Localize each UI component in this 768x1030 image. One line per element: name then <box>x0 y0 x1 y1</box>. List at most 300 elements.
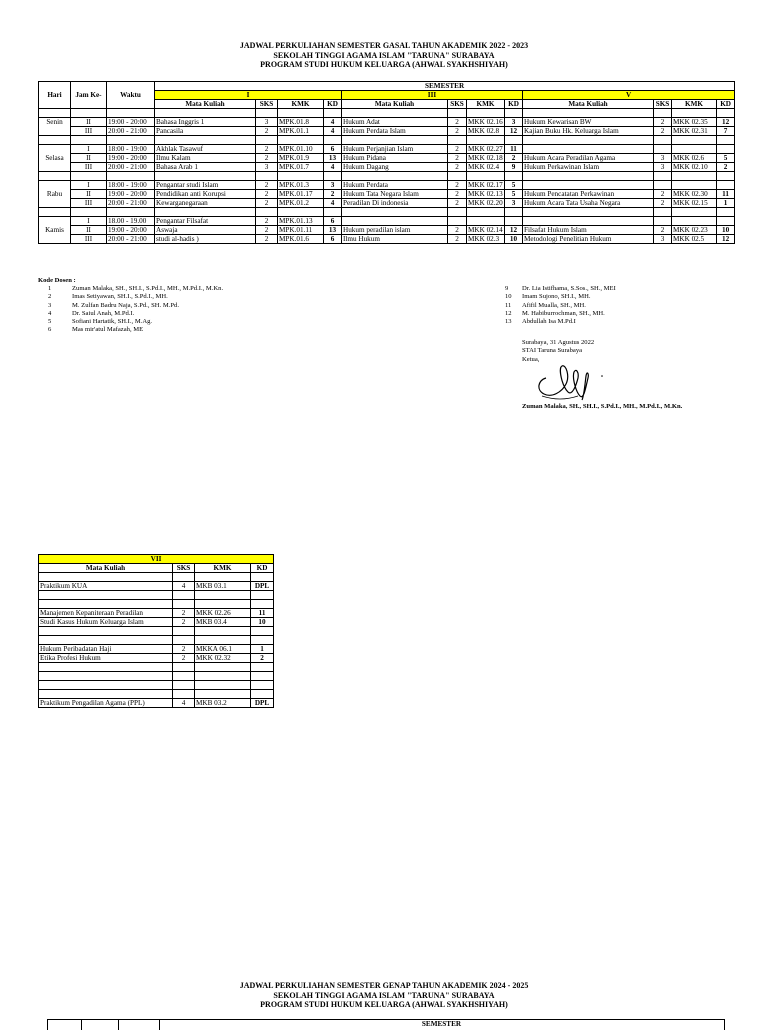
table-row <box>39 181 735 190</box>
sem7-cell-sks <box>173 672 195 681</box>
cell-sks: 2 <box>654 226 672 235</box>
cell-jam: III <box>71 163 107 172</box>
cell-sks: 2 <box>256 190 278 199</box>
table-row <box>39 127 735 136</box>
sem7-cell-kd: 1 <box>251 645 274 654</box>
sem7-cell-sks <box>173 573 195 582</box>
cell-kmk: MKK 02.15 <box>672 199 717 208</box>
cell-kmk: MPK.01.7 <box>278 163 324 172</box>
sem7-cell-kmk: MKB 03.4 <box>195 618 251 627</box>
cell-kmk <box>278 172 324 181</box>
cell-sks: 2 <box>256 181 278 190</box>
sem7-row <box>39 663 274 672</box>
cell-kd: 6 <box>324 217 342 226</box>
signature-name: Zuman Malaka, SH., SH.I., S.Pd.I., MH., M.Pd.I., M.Kn. <box>522 403 683 410</box>
cell-hari: Kamis <box>39 226 71 235</box>
sem7-cell-sks <box>173 591 195 600</box>
cell-mata-kuliah: Hukum Kewarisan BW <box>523 118 654 127</box>
cell-sks: 3 <box>256 118 278 127</box>
cell-sks <box>654 217 672 226</box>
sem7-row <box>39 582 274 591</box>
cell-kd <box>505 136 523 145</box>
sem7-header-sks: SKS <box>173 564 195 573</box>
cell-kmk <box>672 172 717 181</box>
cell-kd: 4 <box>324 199 342 208</box>
kode-dosen-number: 13 <box>505 318 512 326</box>
cell-kd <box>505 217 523 226</box>
cell-sks: 3 <box>654 235 672 244</box>
cell-kmk: MKK 02.3 <box>467 235 505 244</box>
sem7-cell-mata-kuliah <box>39 690 173 699</box>
cell-kmk: MKK 02.13 <box>468 190 503 198</box>
kode-dosen-number: 1 <box>48 285 52 292</box>
kode-dosen-name: Imas Setiyawan, SH.I., S.Pd.I., MH. <box>72 293 168 301</box>
cell-kmk: MKK 02.18 <box>468 154 503 162</box>
cell-mata-kuliah: Aswaja <box>155 226 256 235</box>
cell-kd: 5 <box>717 154 735 163</box>
cell-mata-kuliah <box>342 109 448 118</box>
sem7-cell-kd <box>251 681 274 690</box>
cell-kd: 5 <box>505 181 523 190</box>
cell-sks <box>448 217 467 226</box>
cell-waktu: 18.00 - 19.00 <box>107 217 155 226</box>
cell-jam: II <box>71 154 107 163</box>
table-row <box>39 172 735 181</box>
sem7-cell-kmk <box>195 573 251 582</box>
title2-line-2: SEKOLAH TINGGI AGAMA ISLAM "TARUNA" SURABAYA <box>273 990 495 1000</box>
sem7-cell-kd: DPL <box>251 699 274 708</box>
header-semester: SEMESTER <box>155 82 735 91</box>
cell-mata-kuliah: Hukum Dagang <box>342 163 448 172</box>
header-waktu: Waktu <box>107 82 155 109</box>
cell-sks: 2 <box>448 190 467 199</box>
sem7-cell-kd <box>251 672 274 681</box>
cell-mata-kuliah: Kajian Buku Hk. Keluarga Islam <box>523 127 654 136</box>
cell-sks <box>448 109 467 118</box>
cell-mata-kuliah: Hukum Perkawinan Islam <box>523 163 654 172</box>
sem7-cell-mata-kuliah: Manajemen Kepaniteraan Peradilan <box>39 609 173 618</box>
cell-hari <box>39 181 71 190</box>
sem7-row <box>39 699 274 708</box>
sem7-cell-kd: 10 <box>251 618 274 627</box>
cell-waktu: 19:00 - 20:00 <box>107 118 155 127</box>
cell-kmk <box>672 136 717 145</box>
kode-dosen-number: 3 <box>48 301 52 309</box>
cell-sks: 3 <box>256 163 278 172</box>
cell-mata-kuliah: Kewarganegaraan <box>155 199 256 208</box>
cell-waktu: 20:00 - 21:00 <box>107 163 155 172</box>
cell-mata-kuliah: Hukum Perdata <box>342 181 448 190</box>
cell-mata-kuliah <box>523 181 654 190</box>
sem7-title: VII <box>39 555 274 564</box>
cell-kd: 13 <box>324 154 342 163</box>
cell-mata-kuliah: Hukum Tata Negara Islam <box>342 190 448 199</box>
cell-mata-kuliah: Peradilan Di indonesia <box>342 199 448 208</box>
cell-sks <box>256 172 278 181</box>
cell-kd: 2 <box>505 154 523 163</box>
cell-kd: 12 <box>505 127 523 136</box>
cell-jam <box>71 172 107 181</box>
cell-kd: 2 <box>717 163 735 172</box>
sem7-header-kmk: KMK <box>195 564 251 573</box>
sem7-cell-kd <box>251 690 274 699</box>
sem7-cell-kd: 11 <box>251 609 274 618</box>
sem7-cell-sks: 4 <box>173 582 195 591</box>
cell-kmk: MKK 02.16 <box>468 118 503 126</box>
cell-sks <box>654 145 672 154</box>
cell-sks <box>654 109 672 118</box>
header-kd: KD <box>324 100 342 109</box>
sem7-cell-kmk <box>195 636 251 645</box>
table-row <box>39 136 735 145</box>
cell-kd: 10 <box>505 235 523 244</box>
title-line-1: JADWAL PERKULIAHAN SEMESTER GASAL TAHUN AKADEMIK 2022 - 2023 <box>239 41 529 50</box>
cell-kd <box>717 172 735 181</box>
cell-kmk: MKK 02.20 <box>468 199 503 207</box>
kode-dosen-number: 9 <box>505 285 509 292</box>
sem7-row <box>39 654 274 663</box>
cell-sks: 2 <box>654 118 672 127</box>
kode-dosen-item <box>48 326 332 334</box>
cell-mata-kuliah <box>523 217 654 226</box>
cell-jam: III <box>71 199 107 208</box>
table-row <box>39 109 735 118</box>
cell-waktu: 20:00 - 21:00 <box>107 235 155 244</box>
kode-dosen-number: 4 <box>48 309 52 317</box>
header-sem-5: V <box>523 91 735 100</box>
cell-kmk <box>672 145 717 154</box>
cell-kmk: MPK.01.10 <box>278 145 324 154</box>
cell-kmk: MKK 02.30 <box>672 190 717 199</box>
cell-kd: 3 <box>505 199 523 208</box>
kode-dosen-number: 2 <box>48 293 52 301</box>
cell-sks <box>448 208 467 217</box>
cell-kmk <box>672 217 717 226</box>
cell-waktu <box>107 208 155 217</box>
cell-waktu: 19:00 - 20:00 <box>107 190 155 199</box>
handwritten-signature <box>532 356 612 402</box>
cell-mata-kuliah: Bahasa Inggris 1 <box>155 118 256 127</box>
sem7-cell-kmk: MKK 02.26 <box>195 609 251 618</box>
kode-dosen-name: Mas mir'atul Mafazah, ME <box>72 326 144 334</box>
sem7-row <box>39 627 274 636</box>
header-kmk: KMK <box>278 100 324 109</box>
cell-hari <box>39 199 71 208</box>
sem7-row <box>39 618 274 627</box>
sem7-cell-kd: DPL <box>251 582 274 591</box>
sem7-cell-kmk: MKK 02.32 <box>195 654 251 663</box>
sem7-cell-kmk <box>195 591 251 600</box>
kode-dosen-name: Imam Sujono, SH.I., MH. <box>522 293 591 301</box>
table-row <box>39 226 735 235</box>
header-jam: Jam Ke- <box>71 82 107 109</box>
cell-kmk: MPK.01.13 <box>278 217 324 226</box>
sem7-cell-sks <box>173 627 195 636</box>
table-row <box>39 145 735 154</box>
cell-kmk <box>467 208 505 217</box>
cell-sks <box>256 136 278 145</box>
table-row <box>39 163 735 172</box>
title-line-3: PROGRAM STUDI HUKUM KELUARGA (AHWAL SYAKHSHIYAH) <box>260 60 508 69</box>
cell-kd: 4 <box>324 163 342 172</box>
cell-waktu: 20:00 - 21:00 <box>107 199 155 208</box>
sem7-cell-sks: 2 <box>173 645 195 654</box>
cell-sks: 2 <box>448 181 467 190</box>
cell-jam: III <box>71 127 107 136</box>
cell-mata-kuliah: Hukum peradilan islam <box>342 226 448 235</box>
cell-kmk: MPK.01.1 <box>278 127 324 136</box>
document-title-2 <box>0 981 768 1010</box>
sem7-cell-sks <box>173 636 195 645</box>
cell-hari <box>39 235 71 244</box>
table-row <box>39 235 735 244</box>
kode-dosen-item <box>505 302 722 310</box>
cell-jam: II <box>71 118 107 127</box>
sem7-cell-mata-kuliah: Praktikum Pengadilan Agama (PPL) <box>39 699 173 708</box>
cell-hari: Selasa <box>39 154 71 163</box>
cell-sks: 2 <box>448 154 467 163</box>
kode-dosen-name: Zuman Malaka, SH., SH.I., S.Pd.I., MH., M.Pd.I., M.Kn. <box>72 285 224 292</box>
cell-mata-kuliah <box>342 172 448 181</box>
cell-kmk: MKK 02.8 <box>467 127 505 136</box>
cell-sks <box>256 109 278 118</box>
sem7-row <box>39 672 274 681</box>
cell-sks <box>256 208 278 217</box>
cell-kmk <box>467 172 505 181</box>
cell-mata-kuliah: Pengantar studi Islam <box>155 181 256 190</box>
signature-role: Ketua, <box>522 355 540 363</box>
cell-sks <box>448 136 467 145</box>
cell-mata-kuliah <box>342 136 448 145</box>
cell-sks: 2 <box>448 199 467 208</box>
sem7-row <box>39 636 274 645</box>
cell-mata-kuliah: Pancasila <box>155 127 256 136</box>
cell-sks: 2 <box>448 235 467 244</box>
cell-waktu: 19:00 - 20:00 <box>107 154 155 163</box>
cell-kmk <box>278 109 324 118</box>
cell-hari <box>39 217 71 226</box>
cell-sks: 2 <box>256 235 278 244</box>
cell-sks: 2 <box>448 145 467 154</box>
table-row <box>39 217 735 226</box>
cell-mata-kuliah: Hukum Acara Peradilan Agama <box>523 154 654 163</box>
sem7-cell-mata-kuliah <box>39 591 173 600</box>
cell-sks: 3 <box>654 163 672 172</box>
sem7-cell-kd: 2 <box>251 654 274 663</box>
cell-sks <box>654 136 672 145</box>
cell-kd: 12 <box>505 226 523 235</box>
kode-dosen-number: 5 <box>48 318 52 326</box>
sem7-header-kd: KD <box>251 564 274 573</box>
cell-sks: 2 <box>448 118 467 127</box>
cell-kd <box>717 217 735 226</box>
cell-kmk <box>672 181 717 190</box>
header-sks: SKS <box>448 100 467 109</box>
cell-kd <box>717 208 735 217</box>
sem7-row <box>39 690 274 699</box>
header-mk: Mata Kuliah <box>523 100 654 109</box>
cell-jam: I <box>71 145 107 154</box>
cell-waktu <box>107 172 155 181</box>
sem7-cell-kd <box>251 663 274 672</box>
sem7-row <box>39 681 274 690</box>
cell-sks: 2 <box>448 127 467 136</box>
cell-kd <box>324 136 342 145</box>
sem7-cell-mata-kuliah <box>39 573 173 582</box>
cell-kd <box>717 109 735 118</box>
header-mk: Mata Kuliah <box>342 100 448 109</box>
cell-waktu <box>107 109 155 118</box>
cell-mata-kuliah: Ilmu Hukum <box>342 235 448 244</box>
cell-sks <box>654 172 672 181</box>
cell-kmk <box>467 136 505 145</box>
cell-kd <box>717 181 735 190</box>
cell-kmk: MPK.01.2 <box>278 199 324 208</box>
cell-kmk: MPK.01.11 <box>278 226 324 235</box>
sem7-cell-mata-kuliah <box>39 681 173 690</box>
sem7-cell-kd <box>251 636 274 645</box>
cell-kd: 4 <box>324 118 342 127</box>
document-title <box>0 41 768 70</box>
header-kd: KD <box>717 100 735 109</box>
cell-mata-kuliah: Pendidikan anti Korupsi <box>155 190 256 199</box>
cell-kmk: MKK 02.4 <box>467 163 505 172</box>
cell-kd: 3 <box>505 118 523 127</box>
kode-dosen-title: Kode Dosen : <box>38 277 76 284</box>
cell-sks: 2 <box>654 199 672 208</box>
cell-kd: 1 <box>717 199 735 208</box>
sem7-cell-mata-kuliah <box>39 627 173 636</box>
cell-kmk: MPK.01.8 <box>278 118 324 127</box>
kode-dosen-item <box>505 310 722 318</box>
cell-mata-kuliah: studi al-hadis ) <box>155 235 256 244</box>
cell-kmk: MPK.01.3 <box>278 181 324 190</box>
sem7-cell-sks: 2 <box>173 654 195 663</box>
sem7-row <box>39 591 274 600</box>
cell-mata-kuliah <box>523 136 654 145</box>
cell-sks: 2 <box>256 199 278 208</box>
cell-mata-kuliah: Hukum Perjanjian Islam <box>342 145 448 154</box>
sem7-cell-kmk <box>195 600 251 609</box>
header-sks: SKS <box>654 100 672 109</box>
signature-place-date: Surabaya, 31 Agustus 2022 <box>522 339 595 346</box>
cell-mata-kuliah: Filsafat Hukum Islam <box>523 226 654 235</box>
cell-kmk: MKK 02.17 <box>468 181 503 189</box>
sem7-header-mk: Mata Kuliah <box>39 564 173 573</box>
header-sem-1: I <box>155 91 342 100</box>
cell-mata-kuliah: Hukum Perdata Islam <box>342 127 448 136</box>
cell-kd: 13 <box>324 226 342 235</box>
cell-kmk: MKK 02.14 <box>468 226 503 234</box>
header-sem-3: III <box>342 91 523 100</box>
cell-jam: I <box>71 181 107 190</box>
kode-dosen-number: 6 <box>48 326 52 334</box>
cell-sks: 2 <box>448 163 467 172</box>
kode-dosen-item <box>48 310 332 318</box>
sem7-cell-kmk <box>195 663 251 672</box>
cell-sks: 2 <box>256 145 278 154</box>
cell-kmk: MKK 02.31 <box>672 127 717 136</box>
title2-line-1: JADWAL PERKULIAHAN SEMESTER GENAP TAHUN AKADEMIK 2024 - 2025 <box>239 981 529 990</box>
cell-kd: 9 <box>505 163 523 172</box>
kode-dosen-name: Dr. Saiul Anah, M.Pd.I. <box>72 309 135 317</box>
cell-kd: 11 <box>505 145 523 154</box>
cell-sks: 2 <box>654 190 672 199</box>
cell-sks: 2 <box>654 127 672 136</box>
title2-line-3: PROGRAM STUDI HUKUM KELUARGA (AHWAL SYAKHSHIYAH) <box>260 1000 508 1009</box>
kode-dosen-item <box>48 318 332 326</box>
cell-kmk: MKK 02.27 <box>468 145 503 153</box>
signature-institution: STAI Taruna Surabaya <box>522 347 583 355</box>
cell-hari <box>39 172 71 181</box>
cell-hari <box>39 136 71 145</box>
cell-mata-kuliah <box>523 172 654 181</box>
cell-sks <box>448 172 467 181</box>
cell-kd: 12 <box>717 235 735 244</box>
cell-kd <box>324 109 342 118</box>
sem7-cell-mata-kuliah: Etika Profesi Hukum <box>39 654 173 663</box>
cell-hari <box>39 127 71 136</box>
cell-kmk: MPK.01.17 <box>278 190 324 199</box>
kode-dosen-number: 10 <box>505 293 512 301</box>
cell-kmk: MKK 02.10 <box>672 163 717 172</box>
cell-kd <box>505 109 523 118</box>
sem7-cell-mata-kuliah: Praktikum KUA <box>39 582 173 591</box>
cell-mata-kuliah: Metodologi Penelitian Hukum <box>523 235 654 244</box>
cell-hari <box>39 145 71 154</box>
cell-mata-kuliah <box>523 145 654 154</box>
cell-mata-kuliah <box>155 136 256 145</box>
cell-sks <box>654 208 672 217</box>
sem7-cell-sks <box>173 663 195 672</box>
header-kmk: KMK <box>672 100 717 109</box>
cell-jam: III <box>71 235 107 244</box>
sem7-cell-kd <box>251 600 274 609</box>
kode-dosen-name: Abdullah Isa M.Pd.I <box>522 318 576 326</box>
sem7-row <box>39 600 274 609</box>
cell-kmk <box>672 109 717 118</box>
cell-waktu <box>107 136 155 145</box>
schedule-table <box>38 81 735 244</box>
cell-mata-kuliah <box>155 208 256 217</box>
cell-jam <box>71 109 107 118</box>
kode-dosen-name: M. Habiburrochman, SH., MH. <box>522 309 605 317</box>
header2-semester: SEMESTER <box>421 1020 462 1028</box>
sem7-cell-kd <box>251 627 274 636</box>
cell-kmk: MKK 02.5 <box>672 235 717 244</box>
sem7-cell-sks <box>173 681 195 690</box>
cell-kmk <box>467 217 505 226</box>
header-sks: SKS <box>256 100 278 109</box>
cell-kmk <box>672 208 717 217</box>
sem7-cell-kmk <box>195 672 251 681</box>
kode-dosen-number: 12 <box>505 309 512 317</box>
cell-kd <box>324 172 342 181</box>
cell-jam <box>71 136 107 145</box>
cell-kd: 3 <box>324 181 342 190</box>
kode-dosen-item <box>48 293 332 301</box>
kode-dosen-name: Sofiani Hartatik, SH.I., M.Ag. <box>72 318 153 326</box>
header-mk: Mata Kuliah <box>155 100 256 109</box>
sem7-cell-sks <box>173 600 195 609</box>
table-row <box>39 199 735 208</box>
kode-dosen-item <box>48 285 332 293</box>
cell-jam <box>71 208 107 217</box>
kode-dosen-item <box>505 293 722 301</box>
cell-kmk: MKK 02.35 <box>672 118 717 127</box>
cell-kd: 7 <box>717 127 735 136</box>
sem7-row <box>39 609 274 618</box>
